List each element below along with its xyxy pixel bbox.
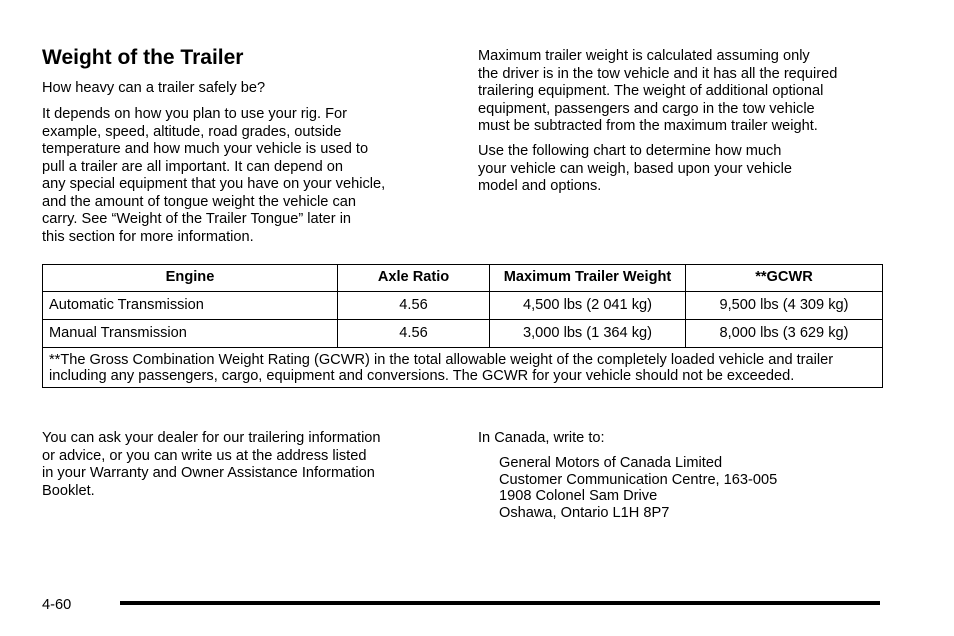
depends-paragraph: It depends on how you plan to use your rig. For example, speed, altitude, road grades, outside temperature and how much your vehicle is used to pull a trailer are all important. It can depend on any special equipment that you have on your vehicle, and the amount of tongue weight the vehicle can carry. See “Weight of the Trailer Tongue” later in this section for more information. — [42, 106, 386, 245]
footer-rule — [120, 601, 880, 605]
mailing-address — [499, 455, 879, 521]
address-line: 1908 Colonel Sam Drive — [499, 488, 658, 504]
header-engine: Engine — [43, 265, 338, 292]
question-paragraph: How heavy can a trailer safely be? — [42, 80, 266, 96]
page-number: 4-60 — [42, 597, 72, 613]
table-row — [43, 292, 883, 320]
cell-axle-ratio: 4.56 — [338, 320, 490, 348]
cell-max-trailer-weight: 3,000 lbs (1 364 kg) — [490, 320, 686, 348]
header-gcwr: **GCWR — [686, 265, 883, 292]
canada-intro: In Canada, write to: — [478, 430, 605, 446]
trailer-weight-table — [42, 264, 883, 388]
table-row — [43, 320, 883, 348]
max-weight-paragraph: Maximum trailer weight is calculated assuming only the driver is in the tow vehicle and it has all the required trailering equipment. The weight of additional optional equipment, passengers and cargo in the tow vehicle must be subtracted from the maximum trailer weight. — [478, 48, 838, 134]
cell-axle-ratio: 4.56 — [338, 292, 490, 320]
section-title: Weight of the Trailer — [42, 46, 244, 69]
use-chart-paragraph: Use the following chart to determine how much your vehicle can weigh, based upon your vehicle model and options. — [478, 143, 792, 194]
gcwr-footnote: **The Gross Combination Weight Rating (GCWR) in the total allowable weight of the completely loaded vehicle and trailer including any passengers, cargo, equipment and conversions. The GCWR for your vehicle should not be exceeded. — [43, 348, 883, 388]
dealer-advice-paragraph: You can ask your dealer for our trailering information or advice, or you can write us at the address listed in your Warranty and Owner Assistance Information Booklet. — [42, 430, 381, 499]
header-max-trailer-weight: Maximum Trailer Weight — [490, 265, 686, 292]
cell-engine: Manual Transmission — [43, 320, 338, 348]
cell-gcwr: 9,500 lbs (4 309 kg) — [686, 292, 883, 320]
address-line: Customer Communication Centre, 163-005 — [499, 471, 778, 488]
table-header-row — [43, 265, 883, 292]
cell-engine: Automatic Transmission — [43, 292, 338, 320]
address-line: General Motors of Canada Limited — [499, 455, 723, 471]
cell-max-trailer-weight: 4,500 lbs (2 041 kg) — [490, 292, 686, 320]
cell-gcwr: 8,000 lbs (3 629 kg) — [686, 320, 883, 348]
header-axle-ratio: Axle Ratio — [338, 265, 490, 292]
address-line: Oshawa, Ontario L1H 8P7 — [499, 504, 670, 521]
table-footnote-row — [43, 348, 883, 388]
